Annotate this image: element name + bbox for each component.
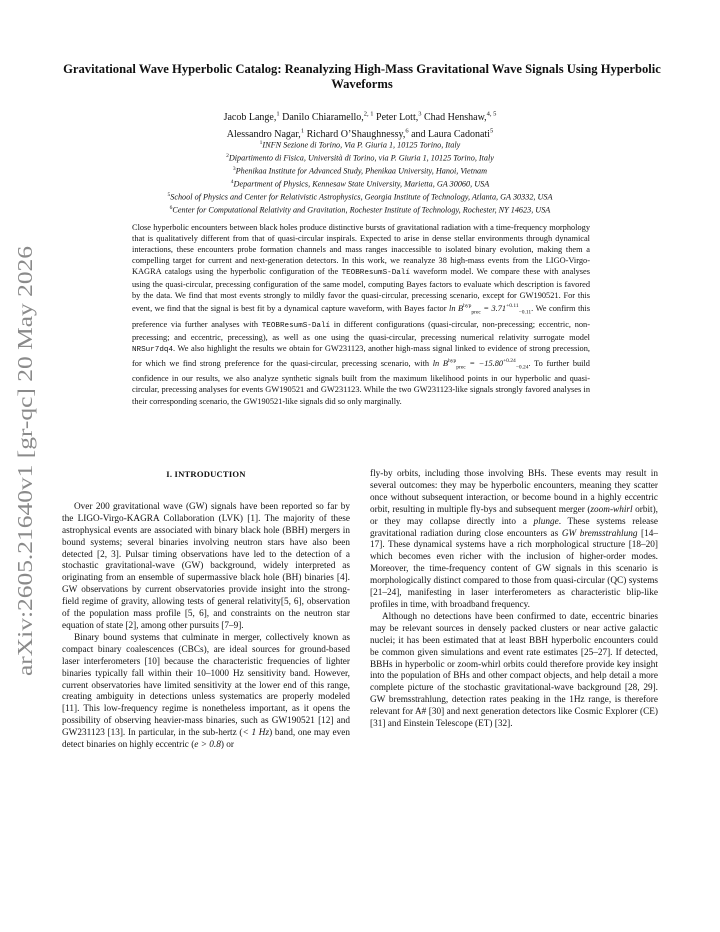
affiliation-list [60, 138, 660, 216]
bayes-factor-gw190521: $\ln B^{hyp}_{prec} = 3.71^{+0.11}_{-0.11}$ [449, 303, 532, 316]
affiliation-5: $^5$School of Physics and Center for Relativistic Astrophysics, Georgia Institute of Technology, Atlanta, GA 30332, USA [167, 191, 553, 202]
arxiv-side-label[interactable] [2, 240, 46, 680]
author-list [100, 108, 620, 141]
intro-paragraph-3: fly-by orbits, including those involving BHs. These events may result in several outcomes: they may be hyperbolic encounters, meaning they scatter once without subsequent interaction, or become bound in a highly eccentric orbit, resulting in multiple fly-bys and subsequent merger (zoom-whirl orbit), or they may collapse directly into a plunge. These systems release gravitational radiation during close encounters as GW bremsstrahlung [14–17]. These dynamical systems have a rich morphological structure [18–20] which becomes even richer with the inclusion of higher-order modes. Moreover, the time-frequency content of GW signals in this scenario is morphologically distinct compared to those from quasi-circular (QC) systems [21–24], manifesting in laser interferometers as characteristic blip-like profiles in time, with broadband frequency. [370, 469, 658, 610]
author-4: Chad Henshaw,$^{4, 5}$ [423, 111, 497, 124]
abstract: Close hyperbolic encounters between black holes produce distinctive bursts of gravitational radiation with a time-frequency morphology that is qualitatively different from that of quasi-circular inspirals. Expected to arise in dense stellar environments through dynamical interactions, these encounters probe formation channels and mass ranges inaccessible to isolated binary evolution, making them a compelling target for current and next-generation detectors. In this work, we reanalyze 38 high-mass events from the LIGO-Virgo-KAGRA catalogs using the hyperbolic configuration of the TEOBResumS-Dalí waveform model. We compare these with analyses using the quasi-circular, precessing configuration of the same model, computing Bayes factors to evaluate which description is favored by the data. We find that most events strongly to mildly favor the quasi-circular, precessing scenario, except for GW190521. For this event, we find that the signal is best fit by a dynamical capture waveform, with Bayes factor $\ln B^{hyp}_{prec} = 3.71^{+0.11}_{-0.11}$. We confirm this preference via further analyses with TEOBResumS-Dalí in different configurations (quasi-circular, non-precessing; eccentric, non-precessing; and eccentric, precessing), as well as one using the quasi-circular, precessing numerical relativity surrogate model NRSur7dq4. We also highlight the results we obtain for GW231123, another high-mass signal linked to evidence of strong precession, for which we find strong preference for the quasi-circular, precessing scenario, with $\ln B^{hyp}_{prec} = -15.80^{+0.24}_{-0.24}$. To further build confidence in our results, we also analyze synthetic signals built from the maximum likelihood points in our hyperbolic and quasi-circular, precessing analyses for events GW190521 and GW231123. While the two GW231123-like signals strongly favored analyses in their corresponding scenario, the GW190521-like signals did so only marginally. [132, 223, 591, 406]
affiliation-3: $^3$Phenikaa Institute for Advanced Study, Phenikaa University, Hanoi, Vietnam [232, 165, 488, 176]
bayes-factor-gw231123: $\ln B^{hyp}_{prec} = -15.80^{+0.24}_{-0.24}$ [432, 357, 529, 371]
left-column [62, 469, 350, 752]
affiliation-1: $^1$INFN Sezione di Torino, Via P. Giuria 1, 10125 Torino, Italy [259, 140, 461, 150]
author-1: Jacob Lange,$^1$ [223, 111, 280, 124]
affiliation-6: $^6$Center for Computational Relativity and Gravitation, Rochester Institute of Technology, Rochester, NY 14623, USA [169, 204, 551, 215]
author-5: Alessandro Nagar,$^1$ [226, 127, 305, 140]
author-6: Richard O’Shaughnessy,$^6$ [306, 127, 409, 140]
author-3: Peter Lott,$^3$ [376, 111, 422, 124]
paper-title: Gravitational Wave Hyperbolic Catalog: Reanalyzing High-Mass Gravitational Wave Signals Using Hyperbolic Waveforms [63, 62, 661, 91]
arxiv-side-label-text: arXiv:2605.21640v1 [gr-qc] 20 May 2026 [13, 321, 37, 676]
intro-paragraph-4: Although no detections have been confirmed to date, eccentric binaries may be relevant sources in densely packed clusters or near active galactic nuclei; it has been estimated that at least BBH hyperbolic encounters could be common given simulations and event rate estimates [25–27]. If detected, BBHs in hyperbolic or zoom-whirl orbits could therefore provide key insight into the population of BHs and other compact objects, and help detail a more complete picture of the stochastic gravitational-wave background [28, 29]. GW bremsstrahlung, detection rates peaking in the 1Hz range, is therefore relevant for A# [30] and next generation detectors like Cosmic Explorer (CE) [31] and Einstein Telescope (ET) [32]. [370, 611, 658, 730]
section-heading-introduction: I. INTRODUCTION [166, 469, 246, 479]
intro-paragraph-2: Binary bound systems that culminate in merger, collectively known as compact binary coalescences (CBCs), are ideal sources for ground-based laser interferometers [10] because the characteristic frequencies of lighter binaries typically fall within their 10–1000 Hz sensitivity band. However, current observatories have limited sensitivity at the lower end of this range, creating ambiguity in detections unless systematics are properly modeled [11]. This low-frequency regime is nonetheless important, as it opens the possibility of observing heavier-mass binaries, such as GW190521 [12] and GW231123 [13]. In particular, in the sub-hertz (< 1 Hz) band, one may even detect binaries on highly eccentric (e > 0.8) or [62, 632, 350, 751]
affiliation-2: $^2$Dipartimento di Fisica, Università di Torino, via P. Giuria 1, 10125 Torino, Italy [226, 152, 494, 163]
right-column [370, 469, 658, 731]
author-2: Danilo Chiaramello,$^{2, 1}$ [282, 111, 374, 124]
affiliation-4: $^4$Department of Physics, Kennesaw State University, Marietta, GA 30060, USA [230, 178, 490, 189]
intro-paragraph-1: Over 200 gravitational wave (GW) signals have been reported so far by the LIGO-Virgo-KAGRA Collaboration (LVK) [1]. The majority of these astrophysical events are associated with binary black hole (BBH) mergers in bound systems; several binaries involving neutron stars have also been detected [2, 3]. Pulsar timing observations have led to the detection of a stochastic gravitational-wave (GW) background, widely interpreted as originating from an ensemble of supermassive black hole (BH) binaries [4]. GW observations by current observatories provide insight into the strong-field regime of gravity, allowing tests of general relativity[5, 6], observation of the population mass profile [5, 6], and constraints on the neutron star equation of state [2], among other pursuits [7–9]. [62, 501, 350, 631]
author-7: and Laura Cadonati$^5$ [411, 127, 494, 140]
